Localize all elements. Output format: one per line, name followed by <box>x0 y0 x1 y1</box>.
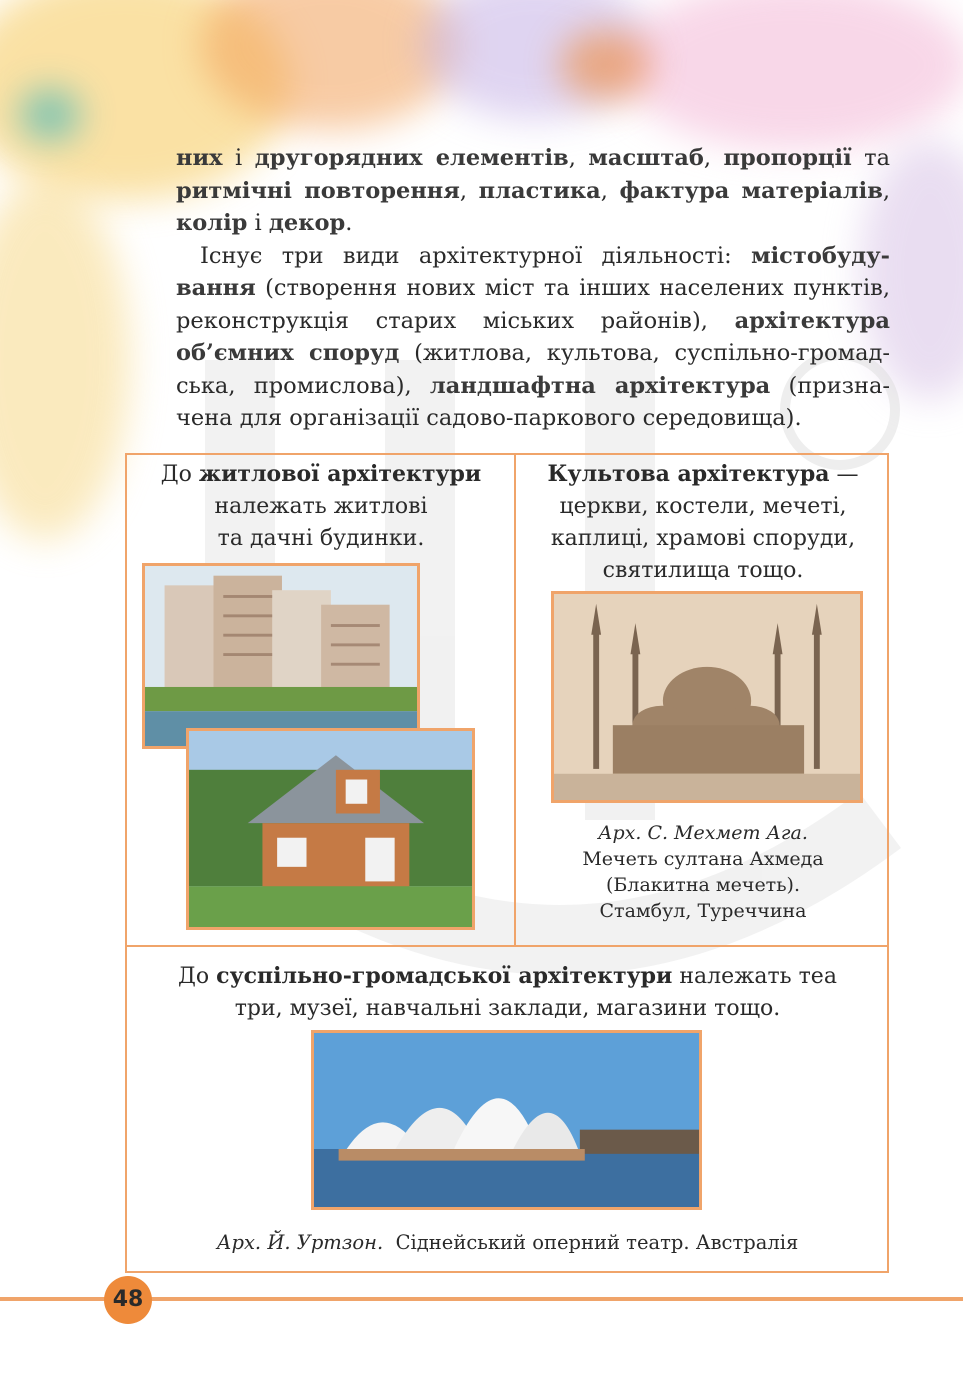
intro-text: них і другорядних елементів, масштаб, пропорції та ритмічні повторення, пластика, фактура матеріалів, колір і декор. Існує три види архітектурної діяльності: містобудування (створення нових міст та інших населених пунктів, реконструкція старих міських районів), архітектура об’ємних споруд (житлова, культова, суспільно-громадська, промислова), ландшафтна архітектура (призначена для організації садово-паркового середовища). <box>176 142 890 435</box>
sydney-opera-house-photo <box>311 1030 702 1210</box>
residential-description: До житлової архітектури належать житлові та дачні будинки. <box>160 461 482 551</box>
religious-description: Культова архітектура — церкви, костели, мечеті, каплиці, храмові споруди, святилища тощо. <box>547 461 859 583</box>
frame-divider-vertical <box>514 453 516 947</box>
opera-house-caption: Арх. Й. Уртзон. Сіднейський оперний театр. Австралія <box>216 1231 799 1254</box>
country-house-photo <box>186 728 475 930</box>
public-description: До суспільно-громадської архітектури належать теа три, музеї, навчальні заклади, магазини тощо. <box>178 963 837 1021</box>
page-number-badge: 48 <box>104 1276 152 1324</box>
mosque-caption: Арх. С. Мехмет Ага. Мечеть султана Ахмеда (Блакитна мечеть). Стамбул, Туреччина <box>582 822 824 922</box>
apartment-buildings-photo <box>142 563 420 749</box>
blue-mosque-photo <box>551 591 863 803</box>
architecture-types-paragraph: Існує три види архітектурної діяльності: містобудування (створення нових міст та інших населених пунктів, реконструкція старих міських районів), архітектура об’ємних споруд (житлова, культова, суспільно-громадська, промислова), ландшафтна архітектура (призначена для організації садово-паркового середовища). <box>176 242 891 431</box>
frame-divider-horizontal <box>125 945 889 947</box>
